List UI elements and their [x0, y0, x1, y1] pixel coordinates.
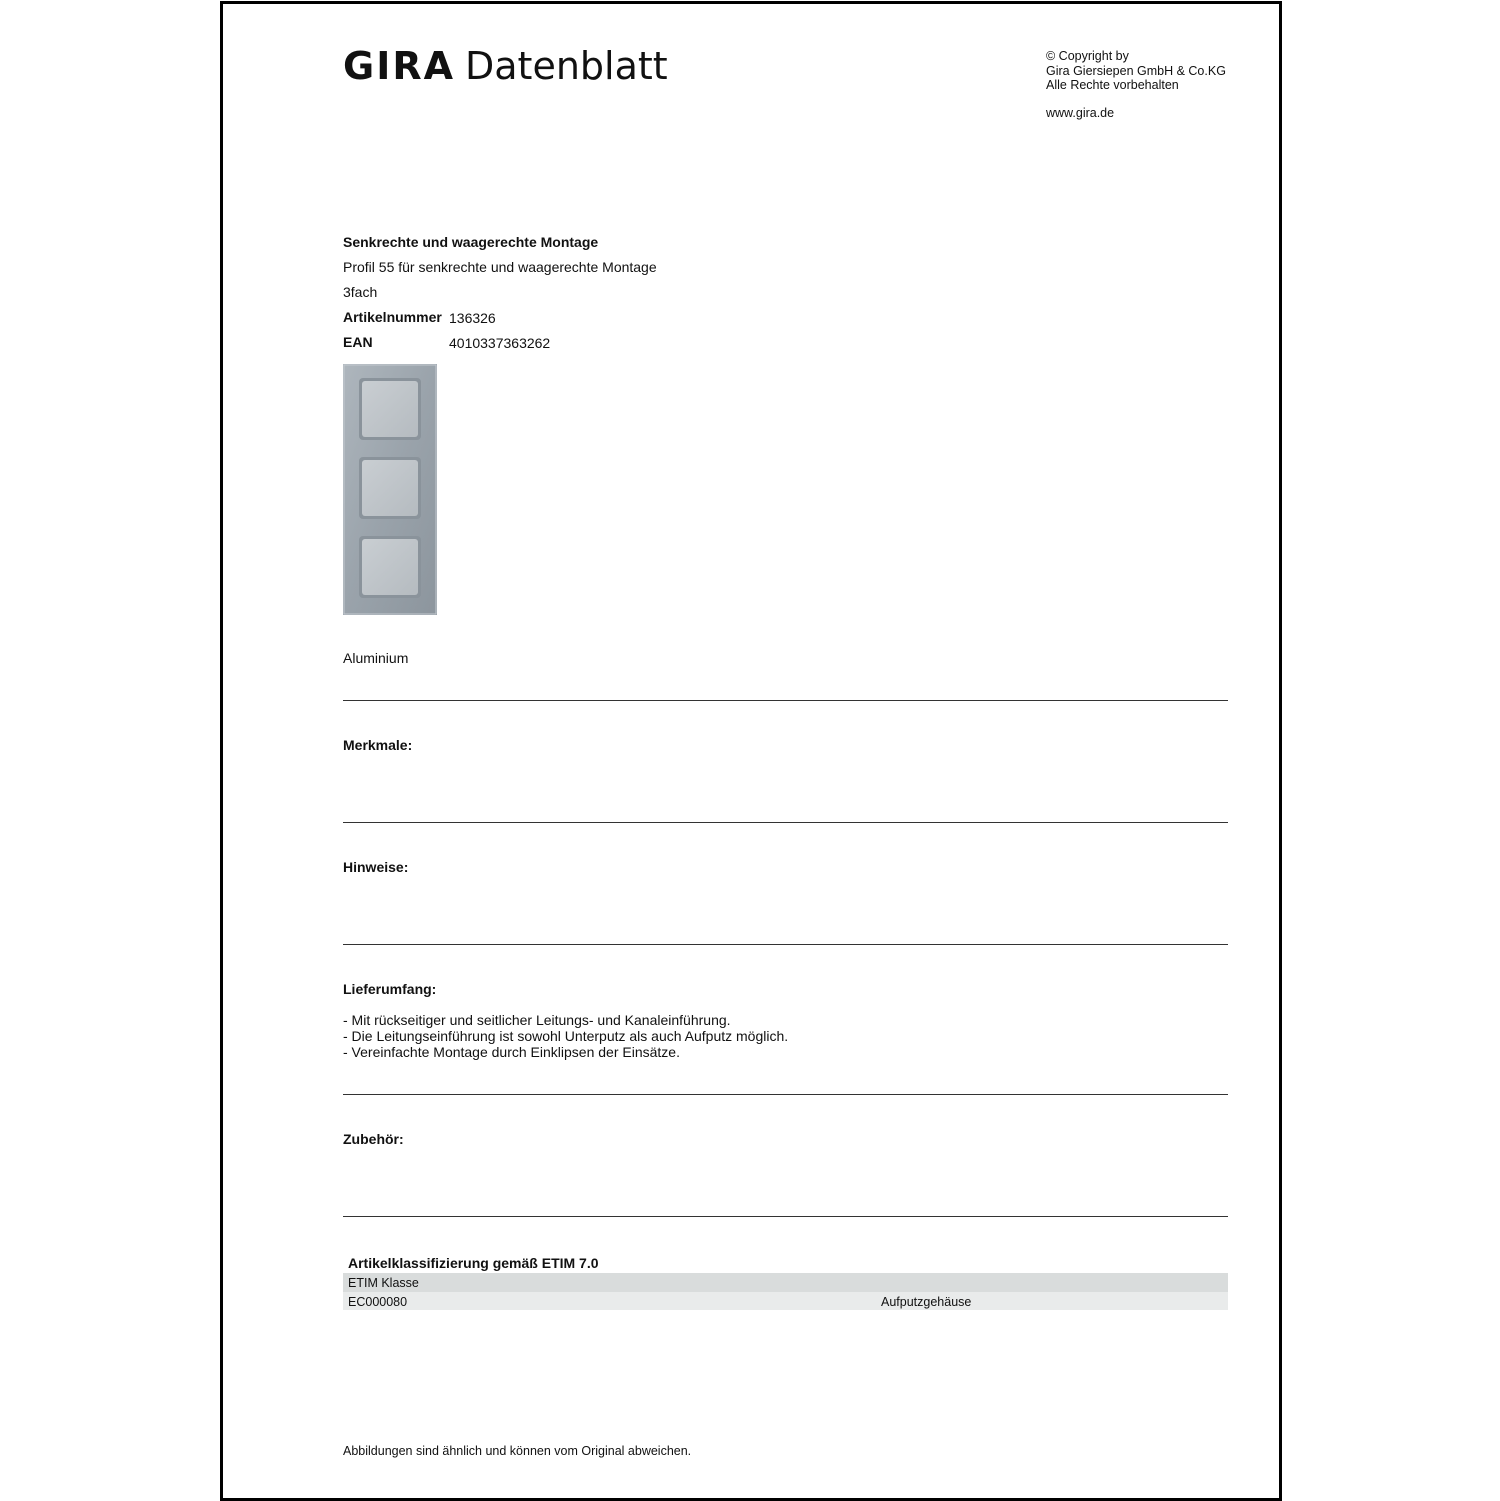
brand-name: GIRA	[343, 44, 455, 88]
product-variant: 3fach	[343, 284, 378, 300]
divider	[343, 822, 1228, 823]
section-zubehoer: Zubehör:	[343, 1131, 404, 1147]
copyright-line: Alle Rechte vorbehalten	[1046, 78, 1179, 92]
copyright-line: © Copyright by	[1046, 49, 1129, 63]
copyright-notice	[1046, 49, 1226, 93]
article-number-value: 136326	[449, 310, 496, 326]
website-link[interactable]: www.gira.de	[1046, 106, 1115, 120]
lieferumfang-list	[343, 1012, 788, 1060]
product-description: Profil 55 für senkrechte und waagerechte Montage	[343, 259, 657, 275]
etim-class-name: Aufputzgehäuse	[881, 1295, 972, 1309]
product-image	[343, 364, 437, 615]
divider	[343, 1216, 1228, 1217]
divider	[343, 944, 1228, 945]
section-hinweise: Hinweise:	[343, 859, 409, 875]
copyright-line: Gira Giersiepen GmbH & Co.KG	[1046, 63, 1226, 78]
footer-disclaimer: Abbildungen sind ähnlich und können vom Original abweichen.	[343, 1444, 692, 1458]
material-label: Aluminium	[343, 650, 409, 666]
article-number-label: Artikelnummer	[343, 309, 442, 325]
etim-title: Artikelklassifizierung gemäß ETIM 7.0	[348, 1255, 599, 1271]
document-title: Datenblatt	[465, 44, 668, 88]
section-lieferumfang: Lieferumfang:	[343, 981, 437, 997]
list-item: - Vereinfachte Montage durch Einklipsen der Einsätze.	[343, 1044, 680, 1060]
table-row	[343, 1292, 1228, 1310]
list-item: - Mit rückseitiger und seitlicher Leitungs- und Kanaleinführung.	[343, 1012, 731, 1028]
product-heading: Senkrechte und waagerechte Montage	[343, 234, 599, 250]
section-merkmale: Merkmale:	[343, 737, 413, 753]
list-item: - Die Leitungseinführung ist sowohl Unterputz als auch Aufputz möglich.	[343, 1028, 789, 1044]
gira-logo	[343, 44, 668, 88]
divider	[343, 700, 1228, 701]
etim-table-header	[343, 1273, 1228, 1292]
etim-header-label: ETIM Klasse	[348, 1276, 419, 1290]
etim-class-code: EC000080	[348, 1295, 408, 1309]
ean-label: EAN	[343, 334, 373, 350]
ean-value: 4010337363262	[449, 335, 551, 351]
divider	[343, 1094, 1228, 1095]
